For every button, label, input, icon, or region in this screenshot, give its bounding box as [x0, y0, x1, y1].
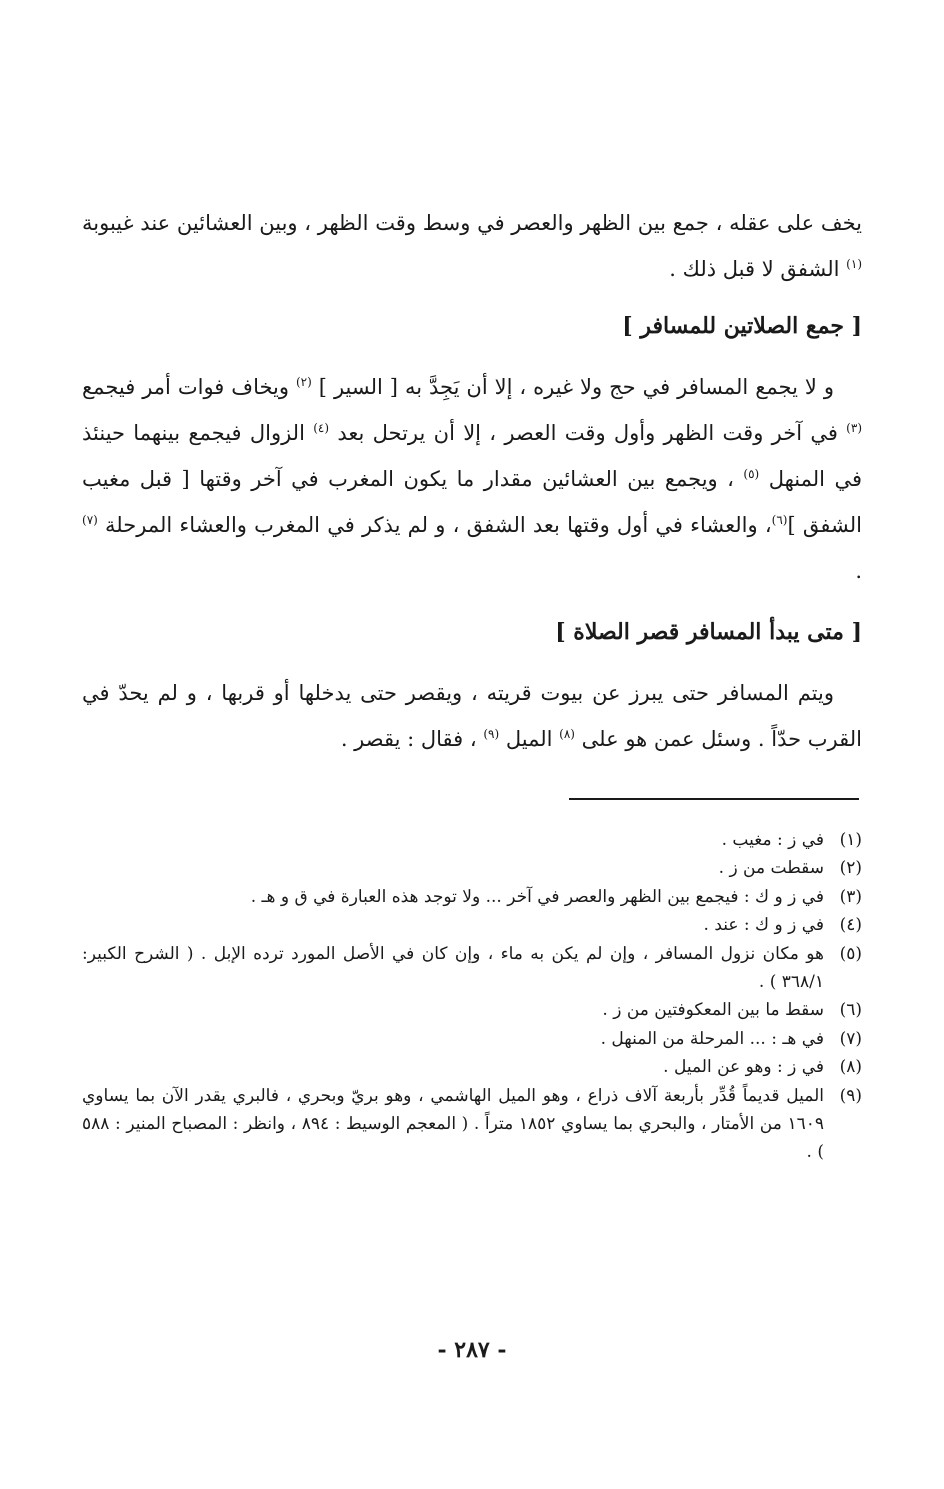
- footnote-text: في ز و ك : عند .: [703, 915, 824, 936]
- footnote-text: في ز : مغيب .: [721, 830, 824, 850]
- footnote-number: (٤): [839, 915, 862, 936]
- footnote-text: سقط ما بين المعكوفتين من ز .: [602, 1000, 824, 1021]
- footnote-number: (٦): [839, 1000, 862, 1021]
- paragraph-text: .: [855, 559, 862, 583]
- footnote-divider: [569, 798, 859, 800]
- footnote-ref-8: (٨): [559, 727, 575, 741]
- body-paragraph-3: [82, 670, 862, 762]
- paragraph-text: يخف على عقله ، جمع بين الظهر والعصر في وسط وقت الظهر ، وبين العشائين عند غيبوبة: [82, 211, 862, 235]
- footnote-number: (٨): [839, 1057, 862, 1078]
- footnote-ref-2: (٢): [295, 375, 312, 389]
- footnote-number: (٣): [839, 886, 862, 907]
- footnote-number: (٩): [839, 1085, 862, 1106]
- footnote-number: (١): [839, 830, 862, 850]
- footnote-ref-1: (١): [846, 257, 862, 271]
- paragraph-text: ، والعشاء في أول وقتها بعد الشفق ، و لم يذكر في المغرب والعشاء المرحلة: [105, 513, 772, 537]
- body-paragraph-1: [82, 200, 862, 292]
- footnote-ref-6: (٦): [771, 513, 788, 527]
- footnote-item: [82, 1082, 862, 1167]
- footnotes-list: [82, 826, 862, 1167]
- paragraph-text: ويخاف فوات أمر فيجمع: [82, 375, 290, 399]
- footnote-text: في ز و ك : فيجمع بين الظهر والعصر في آخر ... ولا توجد هذه العبارة في ق و هـ .: [250, 886, 824, 907]
- paragraph-text: و لا يجمع المسافر في حج ولا غيره ، إلا أن يَجِدَّ به [ السير ]: [318, 375, 834, 399]
- footnote-item: [82, 911, 862, 939]
- footnote-item: [82, 1025, 862, 1053]
- footnote-number: (٢): [839, 858, 862, 879]
- footnote-item: [82, 940, 862, 997]
- footnote-ref-9: (٩): [483, 727, 500, 741]
- footnote-text: في هـ : ... المرحلة من المنهل .: [600, 1028, 824, 1049]
- page-number: - ٢٨٧ -: [437, 1337, 507, 1363]
- footnote-ref-5: (٥): [743, 467, 760, 481]
- section-heading-combining-prayers: [ جمع الصلاتين للمسافر ]: [622, 313, 862, 339]
- footnote-item: [82, 826, 862, 854]
- footnote-ref-4: (٤): [313, 421, 330, 435]
- body-paragraph-2: [82, 364, 862, 594]
- paragraph-text: ، ويجمع بين العشائين مقدار ما يكون المغرب في آخر وقتها [ قبل مغيب الشفق ]: [82, 467, 862, 537]
- footnote-item: [82, 883, 862, 911]
- paragraph-text: الميل: [505, 727, 553, 751]
- footnote-text: سقطت من ز .: [718, 858, 824, 879]
- paragraph-text: في آخر وقت الظهر وأول وقت العصر ، إلا أن يرتحل بعد: [337, 421, 838, 445]
- paragraph-text: ، فقال : يقصر .: [340, 727, 477, 751]
- section-heading-shortening-prayer: [ متى يبدأ المسافر قصر الصلاة ]: [555, 619, 862, 645]
- footnote-number: (٥): [839, 943, 862, 964]
- footnote-ref-3: (٣): [846, 421, 862, 435]
- paragraph-text: ويتم المسافر حتى يبرز عن بيوت قريته ، ويقصر حتى يدخلها أو قربها ، و لم يحدّ في القرب حدّاً . وسئل عمن هو على: [82, 681, 862, 751]
- footnote-item: [82, 996, 862, 1024]
- footnote-item: [82, 1053, 862, 1081]
- footnote-ref-7: (٧): [82, 513, 98, 527]
- footnote-item: [82, 854, 862, 882]
- footnote-text: الميل قديماً قُدِّر بأربعة آلاف ذراع ، وهو الميل الهاشمي ، وهو بريّ وبحري ، فالبري يقدر الآن بما يساوي ١٦٠٩ من الأمتار ، والبحري بما يساوي ١٨٥٢ متراً . ( المعجم الوسيط : ٨٩٤ ، وانظر : المصباح المنير : ٥٨٨ ) .: [82, 1085, 824, 1163]
- footnote-number: (٧): [839, 1028, 862, 1049]
- paragraph-text: الشفق لا قبل ذلك .: [669, 257, 840, 281]
- footnote-text: في ز : وهو عن الميل .: [663, 1057, 824, 1078]
- footnote-text: هو مكان نزول المسافر ، وإن لم يكن به ماء ، وإن كان في الأصل المورد ترده الإبل . ( الشرح الكبير: ٣٦٨/١ ) .: [82, 943, 824, 993]
- paragraph-text: الزوال فيجمع بينهما حينئذ في المنهل: [82, 421, 862, 491]
